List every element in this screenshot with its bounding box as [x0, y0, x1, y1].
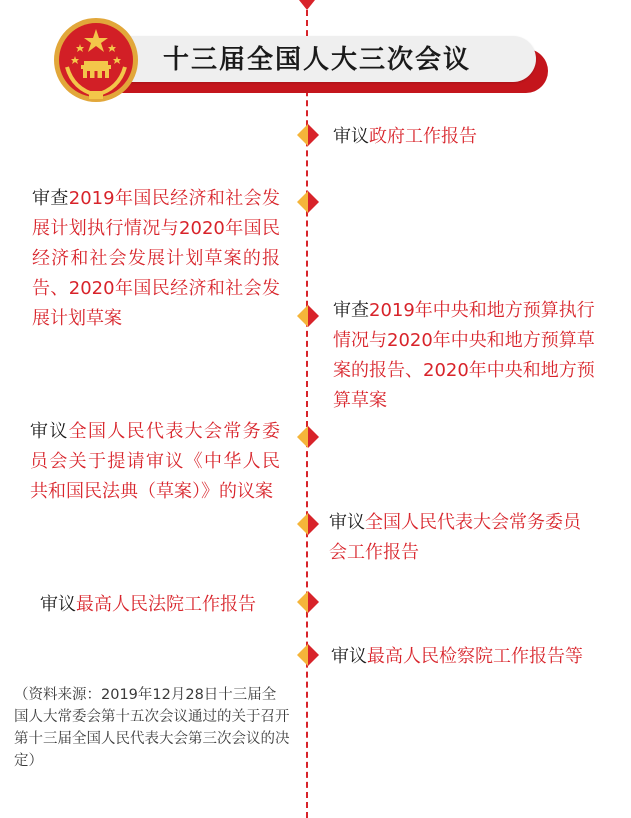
timeline-marker-6: [296, 590, 320, 614]
timeline-item-4: [30, 417, 280, 507]
timeline-marker-1: [296, 123, 320, 147]
timeline-item-6: [40, 590, 290, 620]
item-6-highlight: 最高人民法院工作报告: [76, 594, 256, 615]
item-1-highlight: 政府工作报告: [369, 126, 477, 147]
timeline-item-2: [32, 184, 280, 334]
timeline-item-1: [333, 122, 623, 152]
source-note: （资料来源：2019年12月28日十三届全国人大常委会第十五次会议通过的关于召开第十三届全国人民代表大会第三次会议的决定）: [14, 687, 290, 769]
timeline-item-3: [333, 296, 597, 416]
timeline-marker-7: [296, 643, 320, 667]
item-4-highlight: 全国人民代表大会常务委员会关于提请审议《中华人民共和国民法典（草案）》的议案: [30, 421, 281, 502]
item-4-prefix: 审议: [30, 421, 69, 442]
timeline-marker-5: [296, 512, 320, 536]
timeline-item-7: [331, 642, 627, 672]
item-5-prefix: 审议: [329, 512, 365, 533]
item-3-prefix: 审查: [333, 300, 369, 321]
page-title: 十三届全国人大三次会议: [163, 45, 472, 75]
item-1-prefix: 审议: [333, 126, 369, 147]
item-7-highlight: 最高人民检察院工作报告等: [367, 646, 583, 667]
item-5-highlight: 全国人民代表大会常务委员会工作报告: [329, 512, 581, 563]
item-2-highlight: 2019年国民经济和社会发展计划执行情况与2020年国民经济和社会发展计划草案的报告、2020年国民经济和社会发展计划草案: [32, 188, 280, 329]
item-3-highlight: 2019年中央和地方预算执行情况与2020年中央和地方预算草案的报告、2020年中央和地方预算草案: [333, 300, 595, 411]
timeline-top-arrow: [299, 0, 315, 10]
item-7-prefix: 审议: [331, 646, 367, 667]
timeline-item-5: [329, 508, 581, 568]
item-2-prefix: 审查: [32, 188, 69, 209]
item-6-prefix: 审议: [40, 594, 76, 615]
national-emblem-icon: [53, 17, 139, 103]
timeline-marker-3: [296, 304, 320, 328]
timeline-marker-2: [296, 190, 320, 214]
timeline-marker-4: [296, 425, 320, 449]
